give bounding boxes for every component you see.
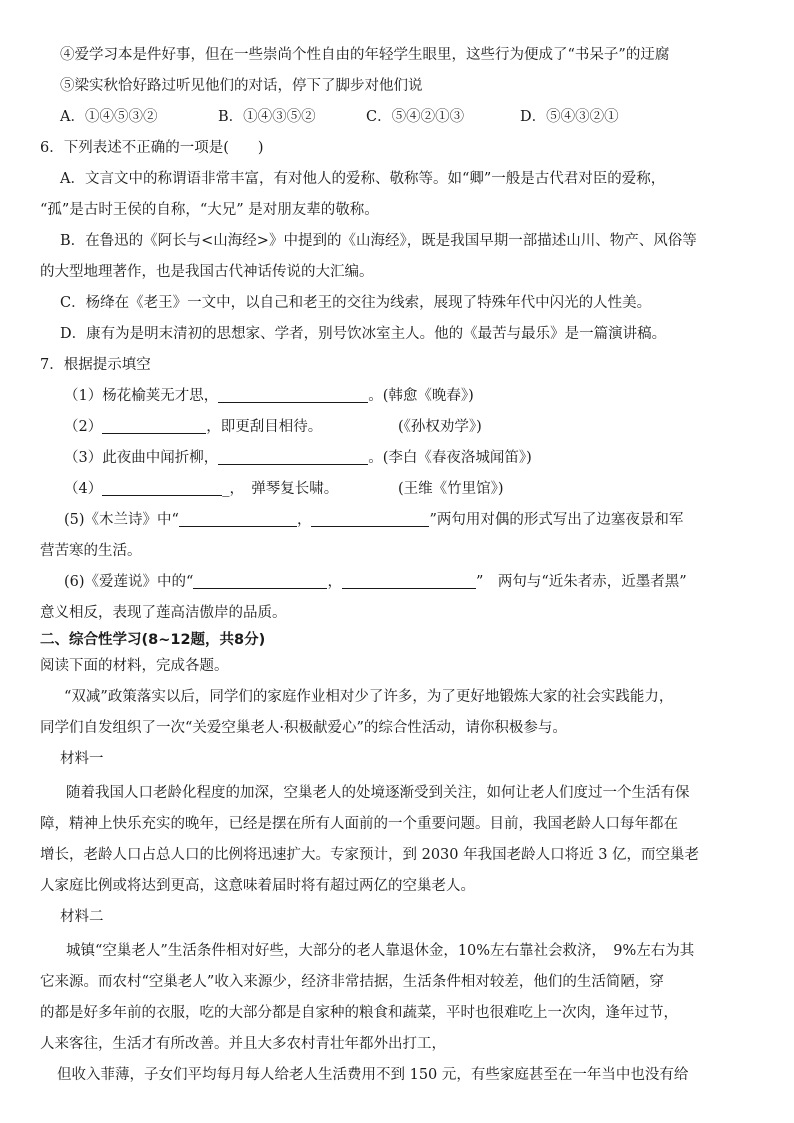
q7-item-1: （1）杨花榆荚无才思， 。(韩愈《晚春》) bbox=[64, 388, 474, 404]
material-2-line-3: 的都是好多年前的衣服，吃的大部分都是自家种的粮食和蔬菜，平时也很难吃上一次肉，逢年过节， bbox=[40, 1005, 678, 1021]
answer-blank-6b[interactable] bbox=[342, 573, 476, 589]
material-1-line-4: 人家庭比例或将达到更高，这意味着届时将有超过两亿的空巢老人。 bbox=[40, 878, 475, 894]
material-1-line-2: 障，精神上快乐充实的晚年，已经是摆在所有人面前的一个重要问题。目前，我国老龄人口每年都在 bbox=[40, 816, 678, 832]
material-1-title: 材料一 bbox=[60, 751, 104, 767]
q6-option-c: C．杨绛在《老王》一文中，以自己和老王的交往为线索，展现了特殊年代中闪光的人性美。 bbox=[60, 295, 652, 311]
material-2-line-4: 人来客往，生活才有所改善。并且大多农村青壮年都外出打工， bbox=[40, 1036, 446, 1052]
option-a: A．①④⑤③② bbox=[60, 109, 158, 125]
q7-item-6: (6)《爱莲说》中的“ ， ” 两句与“近朱者赤，近墨者黑” bbox=[64, 574, 687, 590]
intro-line-1: “双减”政策落实以后，同学们的家庭作业相对少了许多，为了更好地锻炼大家的社会实践能力， bbox=[64, 689, 674, 705]
q6-option-b-line2: 的大型地理著作，也是我国古代神话传说的大汇编。 bbox=[40, 264, 374, 280]
answer-blank-5a[interactable] bbox=[179, 511, 297, 527]
q6-option-a-line2: “孤”是古时王侯的自称，“大兄” 是对朋友辈的敬称。 bbox=[40, 202, 379, 218]
intro-line-2: 同学们自发组织了一次“关爱空巢老人·积极献爱心”的综合性活动，请你积极参与。 bbox=[40, 720, 567, 736]
option-c: C．⑤④②①③ bbox=[366, 109, 465, 125]
option-d: D．⑤④③②① bbox=[520, 109, 619, 125]
sentence-5: ⑤梁实秋恰好路过听见他们的对话，停下了脚步对他们说 bbox=[60, 78, 423, 94]
q6-stem: 6．下列表述不正确的一项是( ) bbox=[40, 140, 264, 156]
q6-option-d: D．康有为是明末清初的思想家、学者，别号饮冰室主人。他的《最苦与最乐》是一篇演讲稿。 bbox=[60, 326, 667, 342]
answer-blank-5b[interactable] bbox=[311, 511, 429, 527]
material-2-line-2: 它来源。而农村“空巢老人”收入来源少，经济非常拮据，生活条件相对较差，他们的生活简陋，穿 bbox=[40, 974, 664, 990]
option-b: B．①④③⑤② bbox=[218, 109, 316, 125]
q6-option-a-line1: A．文言文中的称谓语非常丰富，有对他人的爱称、敬称等。如“卿”一般是古代君对臣的爱称， bbox=[60, 171, 666, 187]
q7-item-3: （3）此夜曲中闻折柳， 。(李白《春夜洛城闻笛》) bbox=[64, 450, 532, 466]
q7-item-5: (5)《木兰诗》中“ ， ”两句用对偶的形式写出了边塞夜景和军 bbox=[64, 512, 684, 528]
q7-item-6-cont: 意义相反，表现了莲高洁傲岸的品质。 bbox=[40, 605, 287, 621]
q7-item-2: （2） ，即更刮目相待。 (《孙权劝学》) bbox=[64, 419, 482, 435]
answer-blank-2[interactable] bbox=[102, 418, 206, 434]
answer-blank-4[interactable] bbox=[102, 480, 222, 496]
material-1-line-3: 增长，老龄人口占总人口的比例将迅速扩大。专家预计，到 2030 年我国老龄人口将近 3 亿，而空巢老 bbox=[40, 847, 700, 863]
q7-item-5-cont: 营苦寒的生活。 bbox=[40, 543, 142, 559]
section-2-heading: 二、综合性学习(8~12题，共8分) bbox=[40, 632, 266, 648]
q5-options bbox=[60, 107, 760, 127]
q6-option-b-line1: B．在鲁迅的《阿长与<山海经>》中提到的《山海经》，既是我国早期一部描述山川、物产、风俗等 bbox=[60, 233, 697, 249]
answer-blank-6a[interactable] bbox=[193, 573, 327, 589]
material-1-line-1: 随着我国人口老龄化程度的加深，空巢老人的处境逐渐受到关注，如何让老人们度过一个生活有保 bbox=[66, 785, 690, 801]
material-2-line-5: 但收入菲薄，子女们平均每月每人给老人生活费用不到 150 元，有些家庭甚至在一年当中也没有给 bbox=[57, 1067, 689, 1083]
sentence-4: ④爱学习本是件好事，但在一些崇尚个性自由的年轻学生眼里，这些行为便成了“书呆子”的迂腐 bbox=[60, 47, 670, 63]
answer-blank-3[interactable] bbox=[218, 449, 368, 465]
material-2-line-1: 城镇“空巢老人”生活条件相对好些，大部分的老人靠退休金，10%左右靠社会救济， 9%左右为其 bbox=[66, 943, 695, 959]
answer-blank-1[interactable] bbox=[218, 387, 368, 403]
q7-item-4: （4） _， 弹琴复长啸。 (王维《竹里馆》) bbox=[64, 481, 504, 497]
material-2-title: 材料二 bbox=[60, 909, 104, 925]
section-2-instruction: 阅读下面的材料，完成各题。 bbox=[40, 658, 229, 674]
q7-stem: 7．根据提示填空 bbox=[40, 357, 151, 373]
